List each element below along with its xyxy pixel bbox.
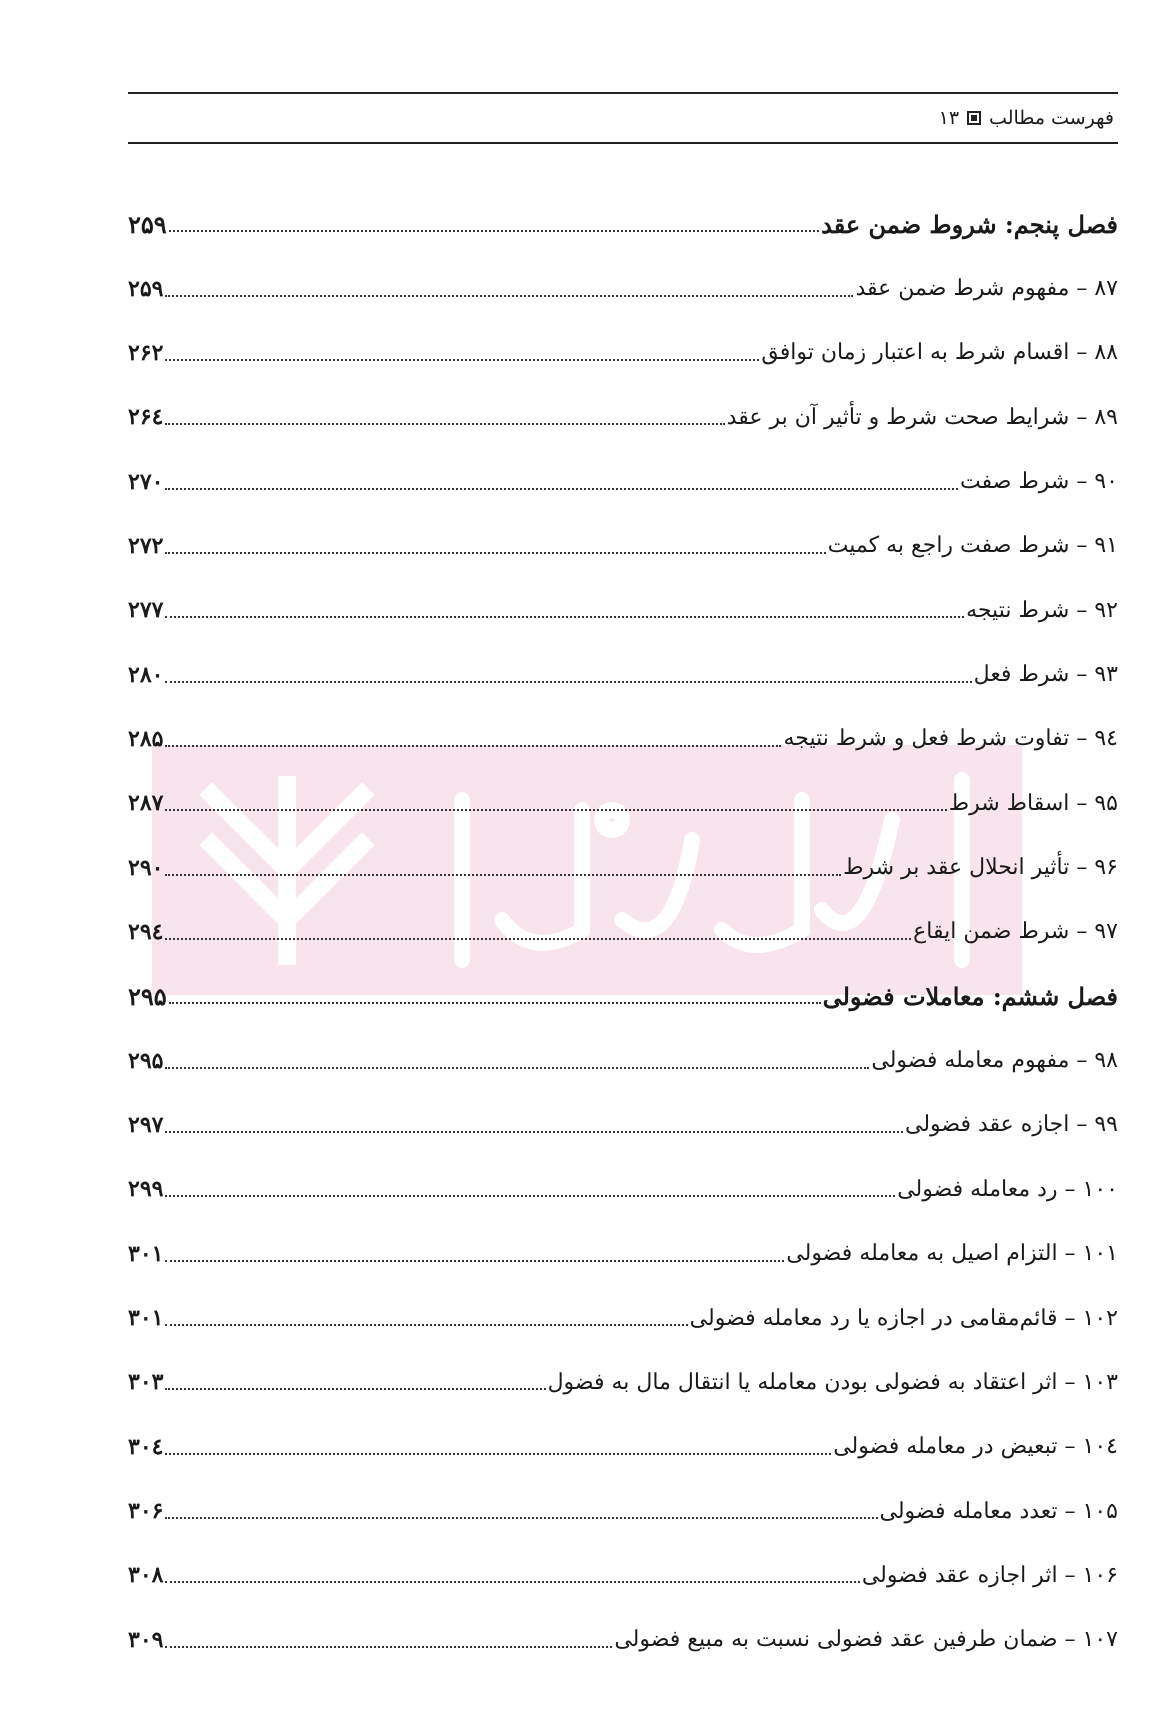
- header-title: فهرست مطالب: [989, 107, 1114, 129]
- dot-leader: [165, 1388, 545, 1390]
- toc-row: [128, 1286, 1118, 1350]
- toc-row: [128, 256, 1118, 320]
- toc-entry-title: ۸۹ – شرایط صحت شرط و تأثیر آن بر عقد: [726, 404, 1118, 430]
- toc-row: [128, 321, 1118, 385]
- toc-page-number: ۳۰۱: [128, 1240, 164, 1267]
- dot-leader: [165, 938, 911, 940]
- running-header: [128, 92, 1118, 144]
- toc-page-number: ۳۰۱: [128, 1305, 164, 1332]
- dot-leader: [165, 1131, 903, 1133]
- toc-entry-title: ۹۰ – شرط صفت: [960, 469, 1118, 495]
- dot-leader: [169, 1002, 821, 1004]
- table-of-contents: [128, 192, 1118, 1672]
- square-bullet-icon: [967, 111, 981, 125]
- toc-row: [128, 449, 1118, 513]
- toc-page-number: ۲۵۹: [128, 209, 167, 239]
- toc-page-number: ۲۷۷: [128, 597, 164, 624]
- dot-leader: [165, 295, 853, 297]
- toc-entry-title: ۸۸ – اقسام شرط به اعتبار زمان توافق: [761, 340, 1118, 366]
- toc-row: [128, 1415, 1118, 1479]
- dot-leader: [165, 488, 958, 490]
- dot-leader: [165, 1260, 784, 1262]
- toc-entry-title: ۹۱ – شرط صفت راجع به کمیت: [827, 533, 1118, 559]
- toc-row: [128, 1350, 1118, 1414]
- toc-row: [128, 1157, 1118, 1221]
- toc-page-number: ۲۸۵: [128, 725, 164, 752]
- toc-entry-title: ۹۹ – اجازه عقد فضولی: [905, 1112, 1118, 1138]
- toc-entry-title: ۹۶ – تأثیر انحلال عقد بر شرط: [843, 855, 1118, 881]
- dot-leader: [169, 230, 819, 232]
- toc-row: [128, 642, 1118, 706]
- toc-entry-title: ۹۲ – شرط نتیجه: [966, 597, 1118, 623]
- toc-row: [128, 514, 1118, 578]
- toc-entry-title: ۱۰۳ – اثر اعتقاد به فضولی بودن معامله یا انتقال مال به فضول: [547, 1369, 1118, 1395]
- toc-entry-title: ۹۵ – اسقاط شرط: [948, 790, 1118, 816]
- toc-entry-title: ۱۰٤ – تبعیض در معامله فضولی: [833, 1434, 1118, 1460]
- toc-page-number: ۳۰۹: [128, 1626, 164, 1653]
- toc-page-number: ۲۵۹: [128, 275, 164, 302]
- toc-row: [128, 771, 1118, 835]
- dot-leader: [165, 1646, 612, 1648]
- toc-row: [128, 385, 1118, 449]
- toc-entry-title: ۹٤ – تفاوت شرط فعل و شرط نتیجه: [783, 726, 1118, 752]
- dot-leader: [165, 1067, 869, 1069]
- toc-page-number: ۲۶۲: [128, 339, 164, 366]
- toc-page-number: ۲۹۵: [128, 1047, 164, 1074]
- toc-page-number: ۳۰٤: [128, 1433, 164, 1460]
- toc-page-number: ۳۰۳: [128, 1369, 164, 1396]
- dot-leader: [165, 681, 971, 683]
- toc-row: [128, 578, 1118, 642]
- toc-entry-title: ۱۰۷ – ضمان طرفین عقد فضولی نسبت به مبیع فضولی: [614, 1627, 1118, 1653]
- toc-entry-title: ۹۷ – شرط ضمن ایقاع: [913, 919, 1118, 945]
- toc-row: [128, 1479, 1118, 1543]
- dot-leader: [165, 1517, 877, 1519]
- toc-entry-title: فصل ششم: معاملات فضولی: [822, 981, 1118, 1011]
- toc-entry-title: ۱۰۶ – اثر اجازه عقد فضولی: [861, 1562, 1118, 1588]
- dot-leader: [165, 1581, 859, 1583]
- toc-row: [128, 1608, 1118, 1672]
- page: [128, 92, 1118, 1653]
- toc-page-number: ۲۹۹: [128, 1176, 164, 1203]
- toc-row: [128, 900, 1118, 964]
- toc-page-number: ۲۷۰: [128, 468, 164, 495]
- dot-leader: [165, 552, 825, 554]
- toc-page-number: ۳۰۶: [128, 1498, 164, 1525]
- toc-row: [128, 1543, 1118, 1607]
- toc-page-number: ۲۹۵: [128, 981, 167, 1011]
- header-page-number: ۱۳: [938, 107, 960, 129]
- toc-page-number: ۲۹۷: [128, 1111, 164, 1138]
- toc-chapter-row: [128, 192, 1118, 256]
- toc-page-number: ۲۹٤: [128, 918, 164, 945]
- toc-page-number: ۲۸۷: [128, 790, 164, 817]
- toc-row: [128, 835, 1118, 899]
- toc-entry-title: ۸۷ – مفهوم شرط ضمن عقد: [855, 276, 1118, 302]
- toc-row: [128, 1028, 1118, 1092]
- dot-leader: [165, 1453, 831, 1455]
- toc-entry-title: ۹۸ – مفهوم معامله فضولی: [871, 1048, 1118, 1074]
- toc-row: [128, 1093, 1118, 1157]
- toc-page-number: ۲۷۲: [128, 532, 164, 559]
- toc-entry-title: فصل پنجم: شروط ضمن عقد: [821, 209, 1118, 239]
- toc-row: [128, 1222, 1118, 1286]
- dot-leader: [165, 1324, 687, 1326]
- dot-leader: [165, 874, 841, 876]
- dot-leader: [165, 809, 946, 811]
- dot-leader: [165, 745, 781, 747]
- toc-page-number: ۲۸۰: [128, 661, 164, 688]
- toc-entry-title: ۹۳ – شرط فعل: [973, 662, 1118, 688]
- toc-row: [128, 707, 1118, 771]
- toc-chapter-row: [128, 964, 1118, 1028]
- dot-leader: [165, 359, 759, 361]
- toc-entry-title: ۱۰۲ – قائم‌مقامی در اجازه یا رد معامله فضولی: [689, 1305, 1118, 1331]
- toc-entry-title: ۱۰۰ – رد معامله فضولی: [897, 1176, 1118, 1202]
- toc-page-number: ۳۰۸: [128, 1562, 164, 1589]
- dot-leader: [165, 616, 964, 618]
- dot-leader: [165, 1195, 895, 1197]
- dot-leader: [165, 423, 724, 425]
- toc-entry-title: ۱۰۱ – التزام اصیل به معامله فضولی: [786, 1241, 1118, 1267]
- toc-page-number: ۲۶٤: [128, 404, 164, 431]
- toc-entry-title: ۱۰۵ – تعدد معامله فضولی: [879, 1498, 1118, 1524]
- toc-page-number: ۲۹۰: [128, 854, 164, 881]
